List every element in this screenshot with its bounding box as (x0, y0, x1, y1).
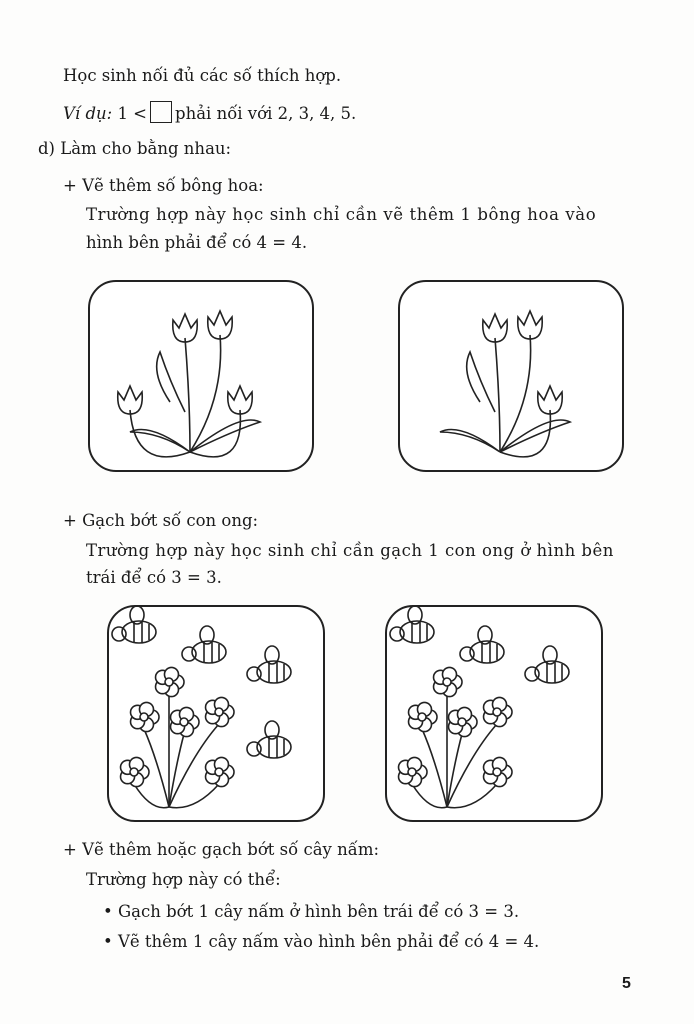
tulip-flower (173, 314, 198, 342)
leaf (157, 352, 185, 412)
tulip-flower (538, 386, 563, 414)
flowers-right-image (398, 280, 624, 472)
bee-head (112, 627, 126, 641)
subheading-flowers: + Vẽ thêm số bông hoa: (63, 176, 264, 195)
flower-center (408, 768, 416, 776)
flower-stem (447, 784, 497, 808)
example-line (63, 101, 356, 124)
flower-center (165, 678, 173, 686)
bees-right-image (385, 605, 603, 822)
bee-head (182, 647, 196, 661)
flower-center (130, 768, 138, 776)
example-expr: 1 < (117, 104, 148, 123)
flower-center (458, 718, 466, 726)
flower-stem (447, 734, 462, 807)
subheading-bees: + Gạch bớt số con ong: (63, 511, 259, 530)
tulip-flower (518, 311, 543, 339)
flower-stem (185, 338, 190, 452)
bee-head (247, 667, 261, 681)
leaf (130, 430, 190, 453)
bee-head (390, 627, 404, 641)
tulip-flower (118, 386, 143, 414)
bullet-item: • Gạch bớt 1 cây nấm ở hình bên trái để có 3 = 3. (103, 902, 520, 921)
example-text: phải nối với 2, 3, 4, 5. (175, 104, 357, 123)
flower-stem (190, 335, 221, 452)
bee-head (460, 647, 474, 661)
flower-center (215, 708, 223, 716)
section-heading: d) Làm cho bằng nhau: (38, 139, 232, 158)
flower-center (180, 718, 188, 726)
text-line: Trường hợp này học sinh chỉ cần gạch 1 con ong ở hình bên (86, 541, 614, 560)
flower-stem (169, 784, 219, 808)
tulip-flower (228, 386, 253, 414)
text-line: Trường hợp này học sinh chỉ cần vẽ thêm 1 bông hoa vào (86, 205, 597, 224)
flower-stem (169, 734, 184, 807)
text-line: Trường hợp này có thể: (86, 870, 281, 889)
tulip-flower (208, 311, 233, 339)
flower-center (215, 768, 223, 776)
leaf (500, 420, 570, 452)
example-label: Ví dụ: (63, 104, 113, 123)
empty-box (150, 101, 172, 123)
flower-center (493, 708, 501, 716)
flowers-left-image (88, 280, 314, 472)
bees-left-image (107, 605, 325, 822)
text-line: Học sinh nối đủ các số thích hợp. (63, 66, 342, 85)
page-number: 5 (622, 975, 631, 992)
leaf (467, 352, 495, 412)
bee-head (247, 742, 261, 756)
leaf (440, 430, 500, 453)
leaf (190, 420, 260, 452)
text-line: trái để có 3 = 3. (86, 568, 222, 587)
tulip-flower (483, 314, 508, 342)
text-line: hình bên phải để có 4 = 4. (86, 233, 308, 252)
flower-center (140, 713, 148, 721)
bee-head (525, 667, 539, 681)
flower-stem (500, 335, 531, 452)
flower-center (443, 678, 451, 686)
flower-center (493, 768, 501, 776)
flower-center (418, 713, 426, 721)
flower-stem (495, 338, 500, 452)
subheading-mushrooms: + Vẽ thêm hoặc gạch bớt số cây nấm: (63, 840, 380, 859)
bullet-item: • Vẽ thêm 1 cây nấm vào hình bên phải để có 4 = 4. (103, 932, 540, 951)
